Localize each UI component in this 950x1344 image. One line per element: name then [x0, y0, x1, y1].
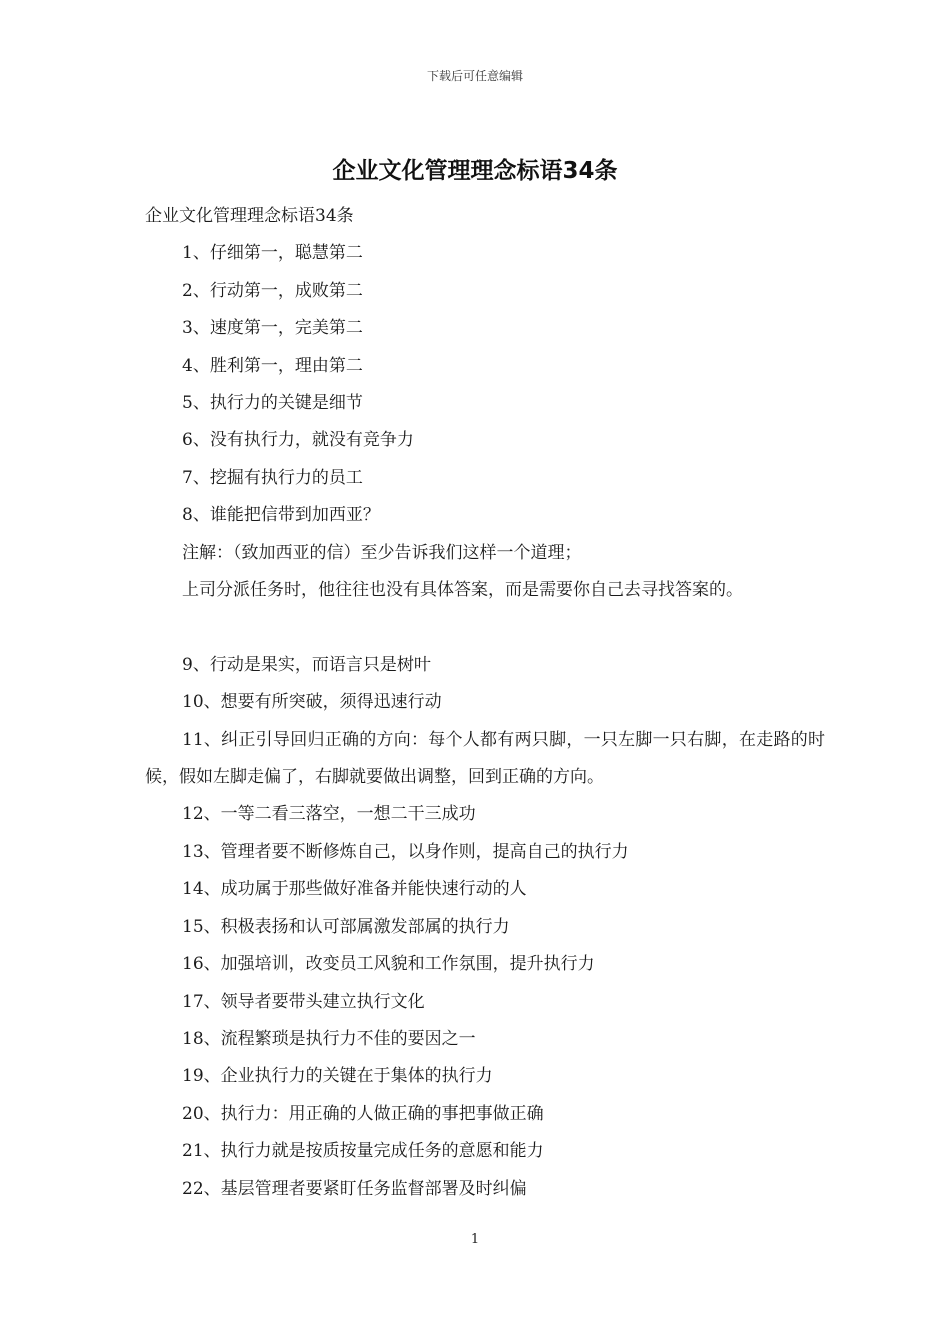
list-item: 7、挖掘有执行力的员工	[182, 467, 363, 488]
list-item: 20、执行力：用正确的人做正确的事把事做正确	[182, 1103, 544, 1124]
list-item: 12、一等二看三落空，一想二干三成功	[182, 804, 476, 825]
header-note: 下载后可任意编辑	[426, 69, 523, 83]
list-item: 8、谁能把信带到加西亚？	[182, 505, 380, 526]
intro-line: 企业文化管理理念标语34条	[145, 206, 354, 226]
list-item: 6、没有执行力，就没有竞争力	[182, 430, 414, 451]
list-item: 4、胜利第一，理由第二	[182, 355, 363, 376]
list-item-wrapped: 11、纠正引导回归正确的方向：每个人都有两只脚，一只左脚一只右脚，在走路的时候，假如左脚走偏了，右脚就要做出调整，回到正确的方向。	[145, 729, 825, 788]
document-title: 企业文化管理理念标语34条	[332, 158, 618, 184]
note-detail: 上司分派任务时，他往往也没有具体答案，而是需要你自己去寻找答案的。	[182, 580, 743, 601]
list-item: 10、想要有所突破，须得迅速行动	[182, 692, 442, 713]
list-item: 18、流程繁琐是执行力不佳的要因之一	[182, 1028, 476, 1049]
page-number: 1	[470, 1232, 480, 1247]
blank-line	[145, 609, 825, 646]
list-item: 5、执行力的关键是细节	[182, 393, 363, 414]
note-line: 注解：（致加西亚的信）至少告诉我们这样一个道理；	[182, 542, 582, 563]
list-item: 2、行动第一，成败第二	[182, 280, 363, 301]
list-item: 13、管理者要不断修炼自己，以身作则，提高自己的执行力	[182, 841, 629, 862]
list-item: 14、成功属于那些做好准备并能快速行动的人	[182, 879, 527, 900]
document-body	[145, 198, 825, 1208]
list-item: 22、基层管理者要紧盯任务监督部署及时纠偏	[182, 1178, 527, 1199]
list-item: 1、仔细第一，聪慧第二	[182, 243, 363, 264]
list-item: 3、速度第一，完美第二	[182, 318, 363, 339]
list-item: 17、领导者要带头建立执行文化	[182, 991, 425, 1012]
list-item: 16、加强培训，改变员工风貌和工作氛围，提升执行力	[182, 954, 595, 975]
list-item: 15、积极表扬和认可部属激发部属的执行力	[182, 916, 510, 937]
list-item: 21、执行力就是按质按量完成任务的意愿和能力	[182, 1141, 544, 1162]
list-item: 19、企业执行力的关键在于集体的执行力	[182, 1066, 493, 1087]
list-item: 9、行动是果实，而语言只是树叶	[182, 654, 431, 675]
